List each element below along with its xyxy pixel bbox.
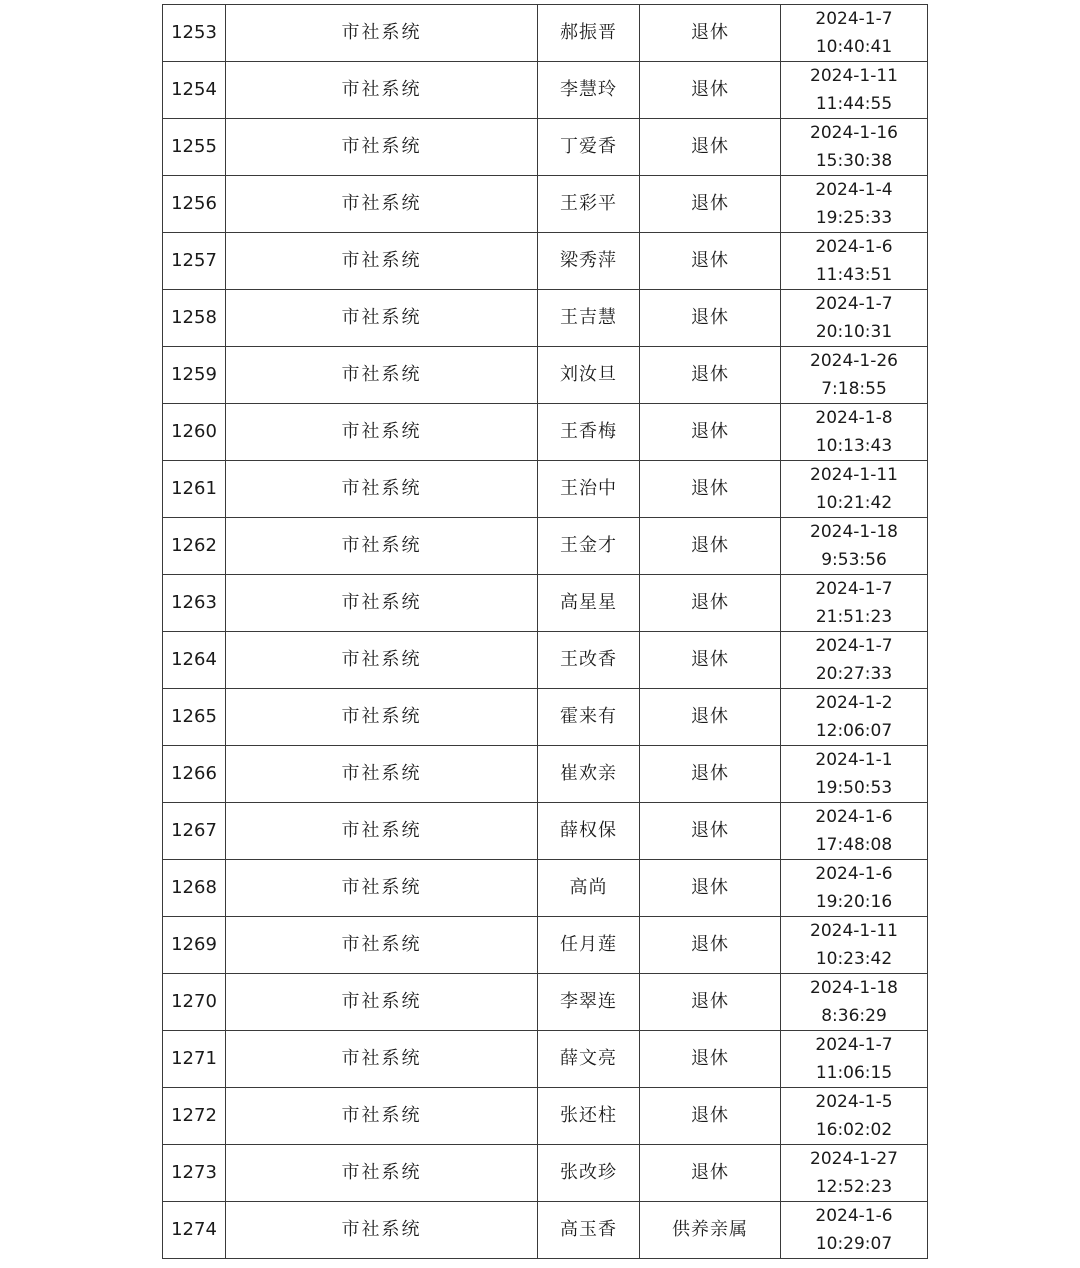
- timestamp-date: 2024-1-11: [810, 465, 898, 485]
- category-cell: 退休: [640, 746, 781, 803]
- table-row: [163, 1088, 928, 1145]
- category-cell: 供养亲属: [640, 1202, 781, 1259]
- system-cell: 市社系统: [226, 575, 538, 632]
- timestamp-time: 17:48:08: [815, 835, 893, 855]
- timestamp-time: 19:50:53: [815, 778, 893, 798]
- timestamp-cell: [781, 1031, 928, 1088]
- timestamp-date: 2024-1-18: [810, 522, 898, 542]
- table-row: [163, 119, 928, 176]
- name-cell: 丁爱香: [538, 119, 640, 176]
- category-cell: 退休: [640, 404, 781, 461]
- table-row: [163, 803, 928, 860]
- document-page: [162, 4, 928, 1259]
- table-row: [163, 1145, 928, 1202]
- timestamp-cell: [781, 62, 928, 119]
- timestamp-time: 21:51:23: [815, 607, 893, 627]
- timestamp-cell: [781, 974, 928, 1031]
- timestamp-date: 2024-1-5: [815, 1092, 893, 1112]
- timestamp-date: 2024-1-6: [815, 807, 893, 827]
- category-cell: 退休: [640, 518, 781, 575]
- row-number-cell: 1258: [163, 290, 226, 347]
- row-number-cell: 1273: [163, 1145, 226, 1202]
- system-cell: 市社系统: [226, 746, 538, 803]
- row-number-cell: 1263: [163, 575, 226, 632]
- timestamp-date: 2024-1-8: [815, 408, 893, 428]
- category-cell: 退休: [640, 5, 781, 62]
- timestamp-time: 12:52:23: [815, 1177, 893, 1197]
- timestamp-cell: [781, 1202, 928, 1259]
- timestamp-cell: [781, 233, 928, 290]
- category-cell: 退休: [640, 461, 781, 518]
- timestamp-cell: [781, 119, 928, 176]
- table-row: [163, 632, 928, 689]
- name-cell: 李慧玲: [538, 62, 640, 119]
- timestamp-time: 19:20:16: [815, 892, 893, 912]
- system-cell: 市社系统: [226, 1031, 538, 1088]
- timestamp-time: 11:06:15: [815, 1063, 893, 1083]
- name-cell: 崔欢亲: [538, 746, 640, 803]
- table-row: [163, 233, 928, 290]
- timestamp-cell: [781, 917, 928, 974]
- category-cell: 退休: [640, 803, 781, 860]
- timestamp-cell: [781, 404, 928, 461]
- timestamp-date: 2024-1-27: [810, 1149, 898, 1169]
- row-number-cell: 1261: [163, 461, 226, 518]
- name-cell: 高尚: [538, 860, 640, 917]
- table-row: [163, 860, 928, 917]
- timestamp-cell: [781, 746, 928, 803]
- timestamp-cell: [781, 575, 928, 632]
- system-cell: 市社系统: [226, 5, 538, 62]
- row-number-cell: 1259: [163, 347, 226, 404]
- timestamp-time: 10:29:07: [815, 1234, 893, 1254]
- row-number-cell: 1271: [163, 1031, 226, 1088]
- table-row: [163, 746, 928, 803]
- timestamp-cell: [781, 5, 928, 62]
- row-number-cell: 1274: [163, 1202, 226, 1259]
- table-row: [163, 461, 928, 518]
- category-cell: 退休: [640, 347, 781, 404]
- name-cell: 高星星: [538, 575, 640, 632]
- row-number-cell: 1268: [163, 860, 226, 917]
- name-cell: 薛权保: [538, 803, 640, 860]
- category-cell: 退休: [640, 1088, 781, 1145]
- name-cell: 王改香: [538, 632, 640, 689]
- category-cell: 退休: [640, 1031, 781, 1088]
- system-cell: 市社系统: [226, 347, 538, 404]
- name-cell: 任月莲: [538, 917, 640, 974]
- category-cell: 退休: [640, 62, 781, 119]
- table-row: [163, 1202, 928, 1259]
- row-number-cell: 1269: [163, 917, 226, 974]
- system-cell: 市社系统: [226, 176, 538, 233]
- table-row: [163, 347, 928, 404]
- timestamp-time: 15:30:38: [815, 151, 893, 171]
- row-number-cell: 1253: [163, 5, 226, 62]
- system-cell: 市社系统: [226, 404, 538, 461]
- timestamp-time: 11:44:55: [815, 94, 893, 114]
- category-cell: 退休: [640, 1145, 781, 1202]
- name-cell: 刘汝旦: [538, 347, 640, 404]
- timestamp-cell: [781, 803, 928, 860]
- system-cell: 市社系统: [226, 974, 538, 1031]
- category-cell: 退休: [640, 632, 781, 689]
- timestamp-date: 2024-1-16: [810, 123, 898, 143]
- name-cell: 王治中: [538, 461, 640, 518]
- system-cell: 市社系统: [226, 1202, 538, 1259]
- timestamp-time: 10:40:41: [815, 37, 893, 57]
- row-number-cell: 1267: [163, 803, 226, 860]
- table-row: [163, 1031, 928, 1088]
- category-cell: 退休: [640, 689, 781, 746]
- timestamp-cell: [781, 347, 928, 404]
- timestamp-cell: [781, 176, 928, 233]
- category-cell: 退休: [640, 233, 781, 290]
- timestamp-date: 2024-1-6: [815, 237, 893, 257]
- timestamp-cell: [781, 1145, 928, 1202]
- timestamp-time: 10:13:43: [815, 436, 893, 456]
- system-cell: 市社系统: [226, 803, 538, 860]
- row-number-cell: 1262: [163, 518, 226, 575]
- system-cell: 市社系统: [226, 290, 538, 347]
- name-cell: 霍来有: [538, 689, 640, 746]
- name-cell: 高玉香: [538, 1202, 640, 1259]
- system-cell: 市社系统: [226, 518, 538, 575]
- category-cell: 退休: [640, 176, 781, 233]
- category-cell: 退休: [640, 860, 781, 917]
- row-number-cell: 1264: [163, 632, 226, 689]
- timestamp-date: 2024-1-6: [815, 1206, 893, 1226]
- name-cell: 张改珍: [538, 1145, 640, 1202]
- row-number-cell: 1272: [163, 1088, 226, 1145]
- timestamp-time: 9:53:56: [821, 550, 887, 570]
- timestamp-date: 2024-1-7: [815, 9, 893, 29]
- timestamp-time: 10:23:42: [815, 949, 893, 969]
- name-cell: 郝振晋: [538, 5, 640, 62]
- category-cell: 退休: [640, 119, 781, 176]
- timestamp-time: 20:10:31: [815, 322, 893, 342]
- row-number-cell: 1266: [163, 746, 226, 803]
- table-row: [163, 404, 928, 461]
- timestamp-date: 2024-1-6: [815, 864, 893, 884]
- records-table: [162, 4, 928, 1259]
- name-cell: 王彩平: [538, 176, 640, 233]
- timestamp-date: 2024-1-11: [810, 66, 898, 86]
- category-cell: 退休: [640, 290, 781, 347]
- timestamp-date: 2024-1-18: [810, 978, 898, 998]
- timestamp-cell: [781, 689, 928, 746]
- name-cell: 王金才: [538, 518, 640, 575]
- row-number-cell: 1255: [163, 119, 226, 176]
- timestamp-date: 2024-1-7: [815, 1035, 893, 1055]
- row-number-cell: 1270: [163, 974, 226, 1031]
- timestamp-time: 16:02:02: [815, 1120, 893, 1140]
- timestamp-date: 2024-1-4: [815, 180, 893, 200]
- row-number-cell: 1260: [163, 404, 226, 461]
- system-cell: 市社系统: [226, 917, 538, 974]
- timestamp-date: 2024-1-7: [815, 579, 893, 599]
- table-row: [163, 5, 928, 62]
- timestamp-cell: [781, 290, 928, 347]
- name-cell: 王香梅: [538, 404, 640, 461]
- timestamp-time: 11:43:51: [815, 265, 893, 285]
- category-cell: 退休: [640, 974, 781, 1031]
- system-cell: 市社系统: [226, 119, 538, 176]
- category-cell: 退休: [640, 575, 781, 632]
- system-cell: 市社系统: [226, 62, 538, 119]
- table-row: [163, 62, 928, 119]
- records-table-body: [163, 5, 928, 1259]
- timestamp-time: 20:27:33: [815, 664, 893, 684]
- table-row: [163, 689, 928, 746]
- table-row: [163, 974, 928, 1031]
- timestamp-cell: [781, 632, 928, 689]
- table-row: [163, 176, 928, 233]
- system-cell: 市社系统: [226, 233, 538, 290]
- table-row: [163, 917, 928, 974]
- name-cell: 张还柱: [538, 1088, 640, 1145]
- timestamp-date: 2024-1-2: [815, 693, 893, 713]
- timestamp-time: 8:36:29: [821, 1006, 887, 1026]
- name-cell: 王吉慧: [538, 290, 640, 347]
- timestamp-date: 2024-1-11: [810, 921, 898, 941]
- timestamp-cell: [781, 461, 928, 518]
- timestamp-time: 7:18:55: [821, 379, 887, 399]
- table-row: [163, 575, 928, 632]
- timestamp-date: 2024-1-1: [815, 750, 893, 770]
- system-cell: 市社系统: [226, 1145, 538, 1202]
- timestamp-time: 12:06:07: [815, 721, 893, 741]
- timestamp-time: 19:25:33: [815, 208, 893, 228]
- timestamp-cell: [781, 860, 928, 917]
- category-cell: 退休: [640, 917, 781, 974]
- timestamp-cell: [781, 518, 928, 575]
- system-cell: 市社系统: [226, 461, 538, 518]
- system-cell: 市社系统: [226, 689, 538, 746]
- system-cell: 市社系统: [226, 1088, 538, 1145]
- name-cell: 梁秀萍: [538, 233, 640, 290]
- name-cell: 李翠连: [538, 974, 640, 1031]
- row-number-cell: 1257: [163, 233, 226, 290]
- timestamp-date: 2024-1-26: [810, 351, 898, 371]
- system-cell: 市社系统: [226, 860, 538, 917]
- system-cell: 市社系统: [226, 632, 538, 689]
- row-number-cell: 1256: [163, 176, 226, 233]
- timestamp-date: 2024-1-7: [815, 294, 893, 314]
- table-row: [163, 518, 928, 575]
- table-row: [163, 290, 928, 347]
- timestamp-date: 2024-1-7: [815, 636, 893, 656]
- timestamp-cell: [781, 1088, 928, 1145]
- name-cell: 薛文亮: [538, 1031, 640, 1088]
- timestamp-time: 10:21:42: [815, 493, 893, 513]
- row-number-cell: 1265: [163, 689, 226, 746]
- row-number-cell: 1254: [163, 62, 226, 119]
